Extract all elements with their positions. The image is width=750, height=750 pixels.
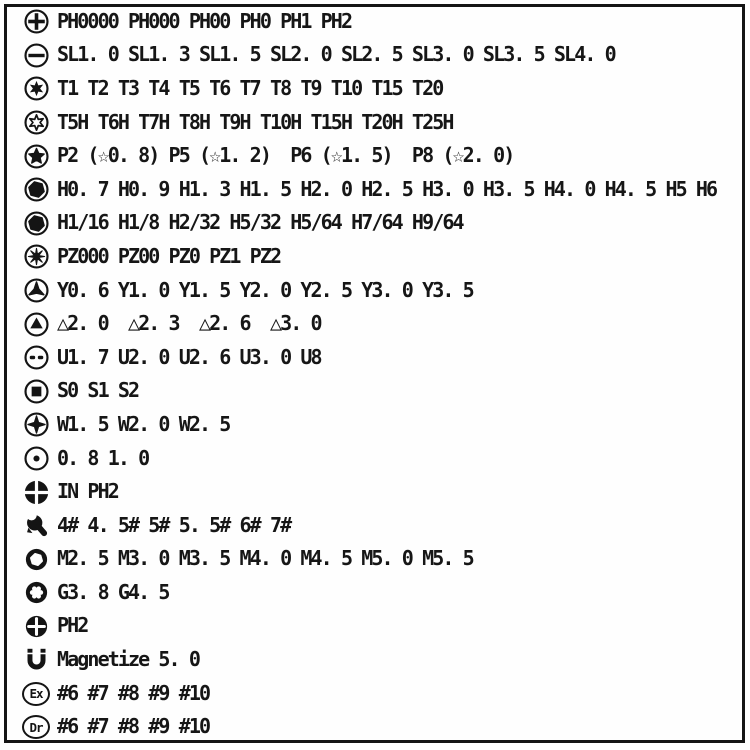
bit-sizes: G3. 8 G4. 5 <box>57 579 169 604</box>
bit-row-phillips <box>0 5 750 39</box>
dr-badge-label: Dr <box>22 715 50 739</box>
dr-badge-icon <box>22 713 50 741</box>
bit-sizes: U1. 7 U2. 0 U2. 6 U3. 0 U8 <box>57 344 321 369</box>
bit-row-spanner <box>0 509 750 543</box>
torx-security-star-icon <box>22 109 50 137</box>
bit-row-inner-phillips <box>0 475 750 509</box>
bit-sizes: P2 (☆0. 8) P5 (☆1. 2) P6 (☆1. 5) P8 (☆2. 0) <box>57 143 514 168</box>
u-fork-icon <box>22 344 50 372</box>
pozidriv-star-icon <box>22 243 50 271</box>
bit-row-torx <box>0 72 750 106</box>
bit-sizes: PH0000 PH000 PH00 PH0 PH1 PH2 <box>57 8 352 33</box>
bit-sizes: S0 S1 S2 <box>57 378 139 403</box>
bit-list <box>0 5 750 744</box>
pentalobe-star-icon <box>22 142 50 170</box>
bit-sizes: M2. 5 M3. 0 M3. 5 M4. 0 M4. 5 M5. 0 M5. 5 <box>57 546 473 571</box>
phillips-circle-icon <box>22 8 50 36</box>
wrench-icon <box>22 512 50 540</box>
slotted-circle-icon <box>22 41 50 69</box>
bit-row-slotted <box>0 39 750 73</box>
bit-row-magnetizer <box>0 643 750 677</box>
triangle-circle-icon <box>22 310 50 338</box>
bit-row-pozidriv <box>0 240 750 274</box>
bit-row-square <box>0 375 750 409</box>
bit-sizes: Y0. 6 Y1. 0 Y1. 5 Y2. 0 Y2. 5 Y3. 0 Y3. 5 <box>57 277 473 302</box>
bit-row-phillips-solid <box>0 610 750 644</box>
ex-badge-icon <box>22 680 50 708</box>
bit-row-w-type <box>0 408 750 442</box>
bit-row-hex-imperial <box>0 207 750 241</box>
bit-sizes: Magnetize 5. 0 <box>57 647 199 672</box>
bit-row-driver <box>0 710 750 744</box>
bit-sizes: PH2 <box>57 613 88 638</box>
bit-sizes: #6 #7 #8 #9 #10 <box>57 714 210 739</box>
pin-dot-icon <box>22 445 50 473</box>
bit-row-pentalobe <box>0 139 750 173</box>
bit-row-u-type <box>0 341 750 375</box>
bit-sizes: SL1. 0 SL1. 3 SL1. 5 SL2. 0 SL2. 5 SL3. 0 SL3. 5 SL4. 0 <box>57 42 615 67</box>
bit-sizes: H1/16 H1/8 H2/32 H5/32 H5/64 H7/64 H9/64 <box>57 210 463 235</box>
bit-row-triangle <box>0 307 750 341</box>
bit-row-gear-socket <box>0 576 750 610</box>
bit-sizes: H0. 7 H0. 9 H1. 3 H1. 5 H2. 0 H2. 5 H3. 0 H3. 5 H4. 0 H4. 5 H5 H6 <box>57 176 717 201</box>
bit-sizes: 0. 8 1. 0 <box>57 445 149 470</box>
bit-sizes: PZ000 PZ00 PZ0 PZ1 PZ2 <box>57 243 281 268</box>
bit-sizes: △2. 0 △2. 3 △2. 6 △3. 0 <box>57 311 321 336</box>
bit-sizes: W1. 5 W2. 0 W2. 5 <box>57 411 230 436</box>
hex-socket-icon <box>22 545 50 573</box>
bit-sizes: #6 #7 #8 #9 #10 <box>57 680 210 705</box>
square-circle-icon <box>22 377 50 405</box>
bit-row-torx-security <box>0 106 750 140</box>
hex-circle-icon <box>22 176 50 204</box>
bit-row-hex-metric <box>0 173 750 207</box>
bit-sizes: T1 T2 T3 T4 T5 T6 T7 T8 T9 T10 T15 T20 <box>57 75 443 100</box>
torx-star-icon <box>22 75 50 103</box>
bit-row-tri-point <box>0 274 750 308</box>
tri-point-icon <box>22 277 50 305</box>
quadrant-disc-icon <box>22 478 50 506</box>
bit-row-extension <box>0 677 750 711</box>
gear-socket-icon <box>22 579 50 607</box>
bit-row-hex-socket <box>0 543 750 577</box>
bit-row-pin <box>0 442 750 476</box>
bit-sizes: T5H T6H T7H T8H T9H T10H T15H T20H T25H <box>57 109 453 134</box>
bit-sizes: 4# 4. 5# 5# 5. 5# 6# 7# <box>57 512 291 537</box>
magnet-icon <box>22 646 50 674</box>
hex-circle-icon <box>22 209 50 237</box>
bit-sizes: IN PH2 <box>57 479 118 504</box>
four-point-star-icon <box>22 411 50 439</box>
ex-badge-label: Ex <box>22 682 50 706</box>
phillips-disc-icon <box>22 612 50 640</box>
